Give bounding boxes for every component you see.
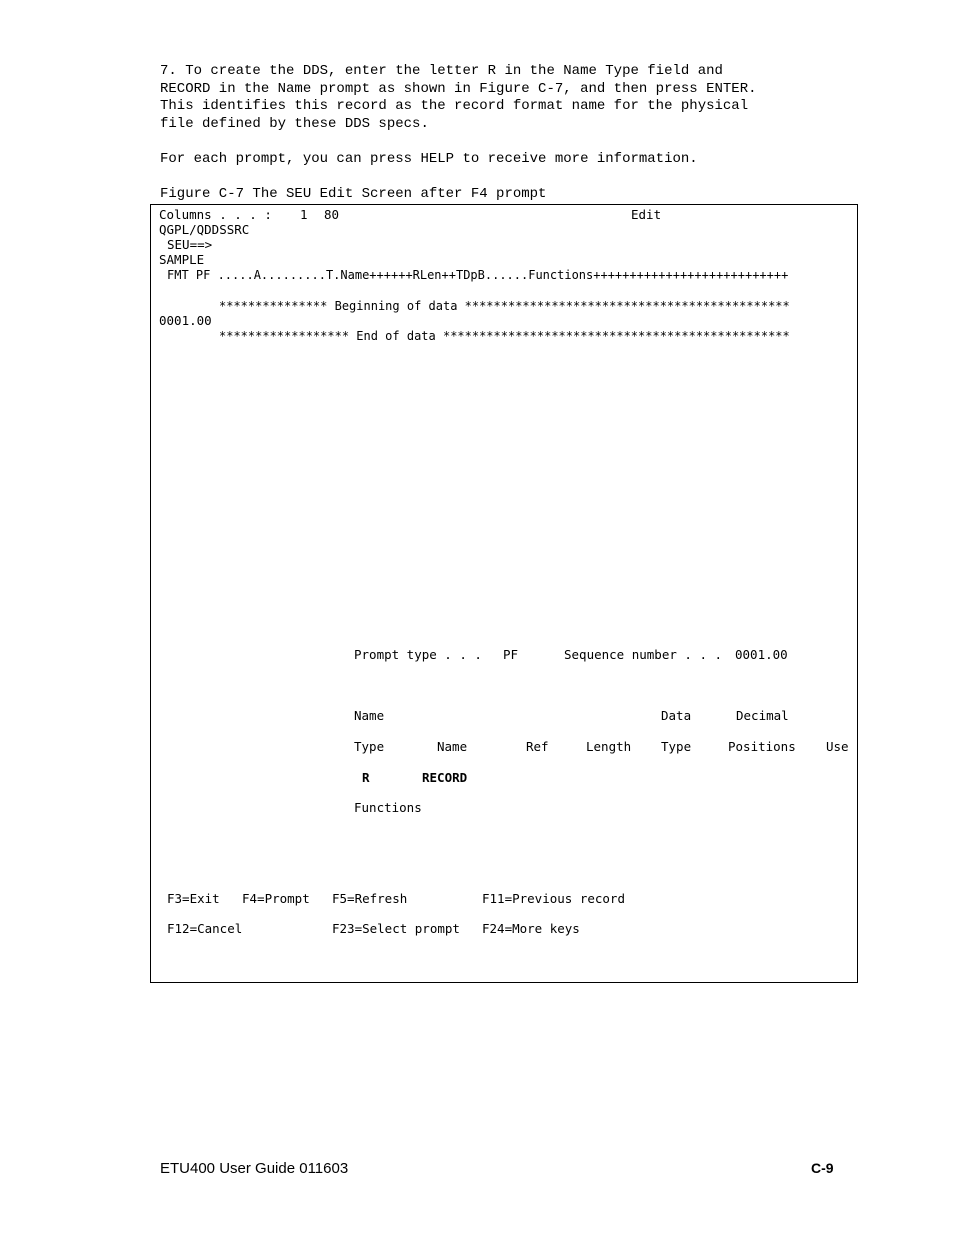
figure-caption: Figure C-7 The SEU Edit Screen after F4 prompt bbox=[160, 186, 547, 202]
col-decimal-positions: Positions bbox=[728, 739, 796, 754]
f11-previous-record-key[interactable]: F11=Previous record bbox=[482, 891, 625, 906]
functions-label: Functions bbox=[354, 800, 422, 815]
end-of-data-marker: ****************** End of data ************************************************ bbox=[219, 329, 790, 343]
seu-edit-screen bbox=[150, 204, 858, 983]
footer-document-title: ETU400 User Guide 011603 bbox=[160, 1160, 349, 1177]
name-field[interactable]: RECORD bbox=[422, 770, 468, 785]
source-file: QGPL/QDDSSRC bbox=[159, 222, 250, 237]
data-header-top: Data bbox=[661, 708, 692, 723]
col-ref: Ref bbox=[526, 739, 549, 754]
columns-to: 80 bbox=[324, 207, 340, 222]
sequence-number-value: 0001.00 bbox=[735, 647, 788, 662]
sequence-number-label: Sequence number . . . bbox=[564, 647, 723, 662]
beginning-of-data-marker: *************** Beginning of data ********************************************* bbox=[219, 299, 790, 313]
prompt-type-label: Prompt type . . . bbox=[354, 647, 482, 662]
col-use: Use bbox=[826, 739, 849, 754]
col-length: Length bbox=[586, 739, 632, 754]
f4-prompt-key[interactable]: F4=Prompt bbox=[242, 891, 310, 906]
columns-label: Columns . . . : bbox=[159, 207, 272, 222]
name-type-field[interactable]: R bbox=[362, 770, 370, 785]
seu-command-prompt[interactable]: SEU==> bbox=[167, 237, 213, 252]
f3-exit-key[interactable]: F3=Exit bbox=[167, 891, 220, 906]
name-header-top: Name bbox=[354, 708, 385, 723]
col-name: Name bbox=[437, 739, 468, 754]
prompt-type-value: PF bbox=[503, 647, 519, 662]
format-line: FMT PF .....A.........T.Name++++++RLen++TDpB......Functions+++++++++++++++++++++++++++ bbox=[167, 268, 789, 282]
mode-indicator: Edit bbox=[631, 207, 662, 222]
f24-more-keys-key[interactable]: F24=More keys bbox=[482, 921, 580, 936]
f12-cancel-key[interactable]: F12=Cancel bbox=[167, 921, 243, 936]
f23-select-prompt-key[interactable]: F23=Select prompt bbox=[332, 921, 460, 936]
col-data-type: Type bbox=[661, 739, 692, 754]
sequence-number-line[interactable]: 0001.00 bbox=[159, 313, 212, 328]
col-name-type: Type bbox=[354, 739, 385, 754]
columns-from: 1 bbox=[300, 207, 308, 222]
decimal-header-top: Decimal bbox=[736, 708, 789, 723]
f5-refresh-key[interactable]: F5=Refresh bbox=[332, 891, 408, 906]
step-instructions: 7. To create the DDS, enter the letter R in the Name Type field and RECORD in the Name prompt as shown in Figure C-7, and then press ENTER. This identifies this record as the record format name for the physical file defined by these DDS specs. For each prompt, you can press HELP to receive more information. bbox=[160, 63, 757, 167]
footer-page-number: C-9 bbox=[811, 1160, 834, 1176]
member-name: SAMPLE bbox=[159, 252, 205, 267]
